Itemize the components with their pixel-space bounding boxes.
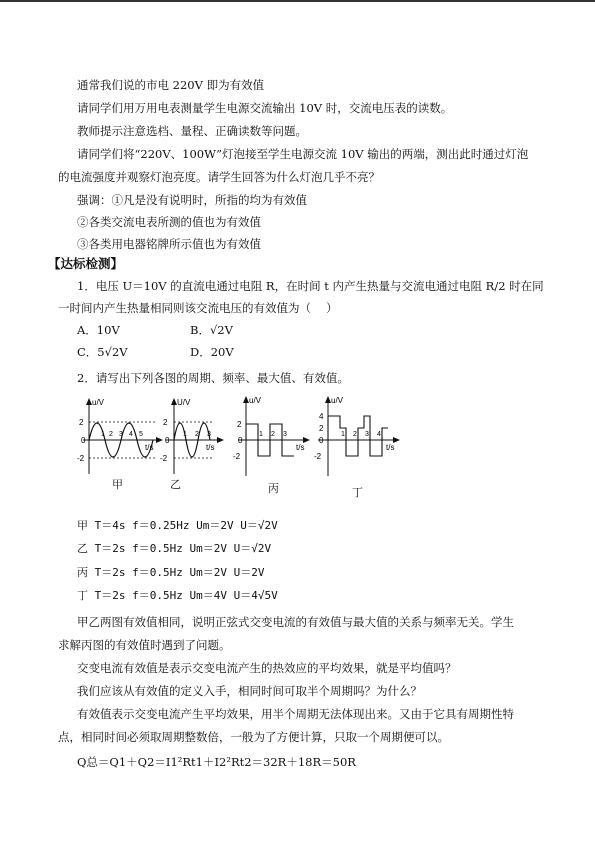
- jia-xlabel: t/s: [145, 443, 154, 452]
- heat-formula: Q总＝Q1＋Q2＝I1²Rt1＋I2²Rt2＝32R＋18R＝50R: [77, 755, 356, 769]
- page-top-rule: [0, 0, 595, 2]
- tail-question-half-period: 我们应该从有效值的定义入手，相同时间可取半个周期吗？为什么？: [77, 684, 422, 698]
- emphasis-point-3: ③各类用电器铭牌所示值也为有效值: [77, 237, 261, 251]
- caption-jia: 甲: [112, 478, 123, 491]
- option-a: A．10V: [77, 323, 120, 337]
- jia-ylabel: u/V: [92, 398, 105, 407]
- jia-tick-2: 2: [79, 418, 84, 427]
- jia-tick-x2: 2: [109, 431, 113, 438]
- bing-ylabel: u/V: [249, 396, 262, 405]
- paragraph-bulb-task-2: 的电流强度并观察灯泡亮度。请学生回答为什么灯泡几乎不亮？: [58, 170, 380, 184]
- ding-tick-x2: 2: [353, 431, 357, 438]
- graph-bing: [232, 394, 312, 478]
- graph-yi: [158, 396, 226, 476]
- caption-bing: 丙: [268, 482, 279, 495]
- jia-tick-x3: 3: [119, 431, 123, 438]
- yi-tick-2: 2: [163, 418, 168, 427]
- bing-xlabel: t/s: [296, 443, 305, 452]
- jia-tick-x5: 5: [139, 431, 143, 438]
- bing-tick-x2: 2: [271, 431, 275, 438]
- ding-tick-x3: 3: [365, 431, 369, 438]
- question-2-line: 2．请写出下列各图的周期、频率、最大值、有效值。: [77, 371, 349, 385]
- option-b: B．√2V: [190, 323, 233, 337]
- emphasis-point-2: ②各类交流电表所测的值也为有效值: [77, 215, 261, 229]
- section-title: 【达标检测】: [48, 256, 124, 271]
- tail-para-2-line-2: 点，相同时间必须取周期整数倍，一般为了方便计算，只取一个周期便可以。: [58, 730, 449, 744]
- jia-tick-x4: 4: [129, 431, 133, 438]
- yi-xlabel: t/s: [206, 443, 215, 452]
- yi-ylabel: U/V: [177, 398, 191, 407]
- graph-ding: [312, 394, 404, 478]
- tail-question-average: 交变电流有效值是表示交变电流产生的热效应的平均效果，就是平均值吗？: [77, 661, 457, 675]
- answer-bing: 丙 T＝2s f＝0.5Hz Um＝2V U＝2V: [77, 566, 265, 579]
- yi-tick-neg2: -2: [160, 454, 168, 463]
- paragraph-teacher-tip: 教师提示注意选档、量程、正确读数等问题。: [77, 124, 307, 138]
- jia-tick-0: 0: [81, 436, 86, 445]
- ding-tick-0: 0: [319, 436, 324, 445]
- emphasis-point-1: 强调：①凡是没有说明时，所指的均为有效值: [77, 193, 307, 207]
- caption-ding: 丁: [352, 486, 363, 499]
- option-d: D．20V: [190, 345, 234, 359]
- ding-tick-2: 2: [319, 424, 324, 433]
- yi-tick-0: 0: [165, 436, 170, 445]
- yi-tick-x3: 3: [207, 431, 211, 438]
- jia-tick-x1: 1: [101, 431, 105, 438]
- tail-para-1-line-2: 求解丙图的有效值时遇到了问题。: [58, 638, 231, 652]
- caption-yi: 乙: [170, 478, 181, 491]
- bing-tick-x1: 1: [259, 431, 263, 438]
- answer-ding: 丁 T＝2s f＝0.5Hz Um＝4V U＝4√5V: [77, 589, 278, 602]
- answer-jia: 甲 T＝4s f＝0.25Hz Um＝2V U＝√2V: [77, 519, 278, 532]
- bing-tick-0: 0: [238, 436, 243, 445]
- yi-tick-x1: 1: [183, 431, 187, 438]
- bing-tick-2: 2: [237, 420, 242, 429]
- ding-ylabel: u/V: [331, 396, 344, 405]
- ding-xlabel: t/s: [386, 443, 395, 452]
- jia-tick-neg2: -2: [77, 454, 85, 463]
- bing-tick-x3: 3: [283, 431, 287, 438]
- option-c: C．5√2V: [77, 345, 128, 359]
- tail-para-2-line-1: 有效值表示交变电流产生平均效果，用半个周期无法体现出来。又由于它具有周期性特: [77, 707, 514, 721]
- paragraph-bulb-task-1: 请同学们将“220V、100W”灯泡接至学生电源交流 10V 输出的两端，测出此时通过灯泡: [77, 147, 529, 161]
- tail-para-1-line-1: 甲乙两图有效值相同，说明正弦式交变电流的有效值与最大值的关系与频率无关。学生: [77, 615, 514, 629]
- ding-tick-x1: 1: [341, 431, 345, 438]
- ding-tick-neg2: -2: [314, 452, 322, 461]
- yi-tick-x2: 2: [195, 431, 199, 438]
- bing-tick-neg2: -2: [233, 452, 241, 461]
- question-1-line-1: 1．电压 U＝10V 的直流电通过电阻 R，在时间 t 内产生热量与交流电通过电阻 R/2 时在同: [77, 279, 544, 293]
- question-1-line-2: 一时间内产生热量相同则该交流电压的有效值为（ ）: [58, 301, 338, 315]
- ding-tick-x4: 4: [377, 431, 381, 438]
- ding-tick-4: 4: [319, 412, 324, 421]
- paragraph-measure-instruction: 请同学们用万用电表测量学生电源交流输出 10V 时，交流电压表的读数。: [77, 101, 453, 115]
- answer-yi: 乙 T＝2s f＝0.5Hz Um＝2V U＝√2V: [77, 542, 272, 555]
- paragraph-mains-voltage: 通常我们说的市电 220V 即为有效值: [77, 78, 265, 92]
- graph-jia: [75, 396, 165, 476]
